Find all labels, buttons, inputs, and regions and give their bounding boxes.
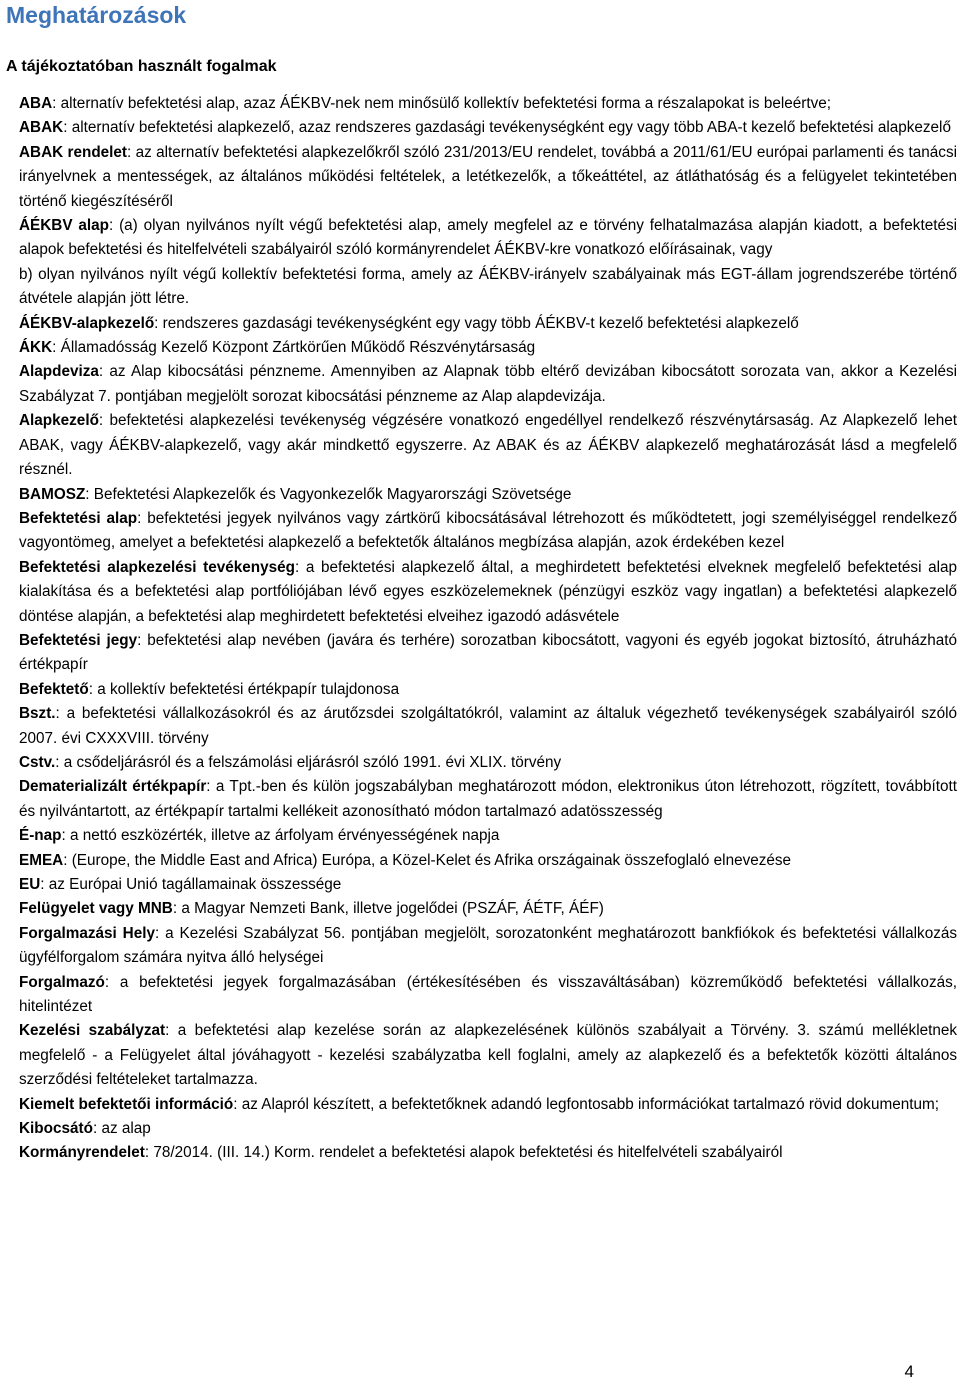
definition-item [19, 678, 957, 702]
definition-text: b) olyan nyilvános nyílt végű kollektív befektetési forma, amely az ÁÉKBV-irányelv szabályainak más EGT-állam jogrendszerébe történő átvétele alapján jött létre. [19, 265, 957, 308]
definition-separator: : [98, 363, 110, 381]
definition-term: Cstv. [19, 753, 56, 771]
definition-separator: : [165, 1022, 178, 1040]
definition-separator: : [92, 1120, 102, 1138]
definition-term: Befektetési jegy [19, 631, 138, 649]
definition-item [19, 775, 957, 824]
definition-item [19, 873, 957, 897]
definition-item [19, 116, 957, 140]
definition-term: Dematerializált értékpapír [19, 778, 207, 796]
definition-item [19, 336, 957, 360]
definition-text: a nettó eszközérték, illetve az árfolyam érvényességének napja [70, 827, 500, 845]
definition-term: Befektetési alapkezelési tevékenység [19, 558, 295, 576]
definition-term: ABAK [19, 119, 64, 137]
definition-item [19, 483, 957, 507]
definition-term: Forgalmazó [19, 973, 105, 991]
definition-item [19, 849, 957, 873]
definition-text: a Kezelési Szabályzat 56. pontjában megjelölt, sorozatonként meghatározott bankfiókok és befektetési vállalkozás ügyfélforgalom számára nyitva álló helységei [19, 924, 958, 967]
definition-item [19, 824, 957, 848]
definition-item [19, 751, 957, 775]
definition-separator: : [144, 1144, 154, 1162]
page-number: 4 [904, 1362, 914, 1381]
definition-term: Alapdeviza [19, 363, 99, 381]
definition-text: rendszeres gazdasági tevékenységként egy vagy több ÁÉKBV-t kezelő befektetési alapkezelő [162, 314, 799, 332]
definition-separator: : [294, 558, 306, 576]
definition-term: Befektető [19, 680, 89, 698]
definition-item [19, 556, 957, 629]
definition-text: a befektetési jegyek forgalmazásában (értékesítésében és visszaváltásában) közreműködő befektetési vállalkozás, hitelintézet [19, 973, 957, 1016]
definition-text: alternatív befektetési alapkezelő, azaz rendszeres gazdasági tevékenységként egy vagy több ABA-t kezelő befektetési alapkezelő [71, 119, 951, 137]
section-subtitle: A tájékoztatóban használt fogalmak [6, 58, 277, 75]
definition-text: a Tpt.-ben és külön jogszabályban meghatározott módon, elektronikus úton létrehozott, rögzített, továbbított és nyilvántartott, az értékpapír tartalmi kellékeit azonosítható módon tartalmazó adatösszesség [19, 778, 957, 820]
definition-item [19, 409, 957, 482]
definition-item [19, 629, 957, 678]
definition-text: az Alapról készített, a befektetőknek adandó legfontosabb információkat tartalmazó rövid dokumentum; [241, 1095, 939, 1113]
definition-separator: : [63, 119, 72, 137]
definition-separator: : [137, 631, 148, 649]
definition-separator: : [154, 314, 163, 332]
definition-term: BAMOSZ [19, 485, 86, 503]
definition-term: ABAK rendelet [19, 143, 128, 161]
definition-text: (a) olyan nyilvános nyílt végű befektetési alap, amely megfelel az e törvény felhatalmazása alapján kiadott, a befektetési alapok befektetési és hitelfelvételi szabályairól szóló kormányrendelet ÁÉKBV-kre vonatkozó előírásainak, vagy [19, 217, 958, 259]
definition-term: ABA [19, 95, 53, 112]
definition-item [19, 92, 957, 116]
definition-separator: : [206, 778, 216, 796]
definition-separator: : [98, 412, 110, 430]
definition-item [19, 922, 957, 971]
definition-term: Kezelési szabályzat [19, 1022, 166, 1040]
definition-separator: : [88, 680, 98, 698]
definition-separator: : [55, 705, 67, 723]
definition-separator: : [104, 973, 120, 991]
definition-term: Felügyelet vagy MNB [19, 900, 173, 918]
definition-item [19, 214, 957, 263]
definition-separator: : [85, 485, 94, 503]
definition-separator: : [61, 827, 70, 845]
definition-text: a kollektív befektetési értékpapír tulajdonosa [97, 680, 400, 698]
definition-text: a csődeljárásról és a felszámolási eljárásról szóló 1991. évi XLIX. törvény [63, 753, 562, 771]
definition-text: befektetési jegyek nyilvános vagy zártkörű kibocsátásával létrehozott és működtetett, jogi személyiséggel rendelkező vagyontömeg, amelyet a befektetési alapkezelő a befektetők általános megbízása alapján, azok érdekében kezel [19, 509, 958, 552]
definition-term: Forgalmazási Hely [19, 924, 155, 942]
definition-separator: : [108, 217, 120, 235]
page-title: Meghatározások [6, 2, 187, 28]
definition-separator: : [52, 339, 61, 357]
definition-item [19, 312, 957, 336]
definition-separator: : [40, 876, 49, 893]
definition-text: (Europe, the Middle East and Africa) Európa, a Közel-Kelet és Afrika országainak összefoglaló elnevezése [71, 851, 792, 869]
definition-term: EMEA [19, 851, 64, 869]
definition-separator: : [55, 753, 64, 771]
definition-term: Kiemelt befektetői információ [19, 1095, 234, 1113]
definition-text: a Magyar Nemzeti Bank, illetve jogelődei (PSZÁF, ÁÉTF, ÁÉF) [181, 900, 604, 918]
definition-text: alternatív befektetési alap, azaz ÁÉKBV-nek nem minősülő kollektív befektetési forma a részalapokat is beleértve; [60, 95, 831, 112]
definition-text: az alternatív befektetési alapkezelőkről szóló 231/2013/EU rendelet, továbbá a 2011/61/EU európai parlamenti és tanácsi irányelvnek a mentességek, az általános működési feltételek, a letétkezelők, a tőkeáttétel, az átláthatóság és a felügyelet tekintetében történő kiegészítéséről [19, 143, 958, 210]
definition-text: a befektetési alapkezelő által, a meghirdetett befektetési elveknek megfelelő befektetési alap kialakítása és a befektetési alap portfóliójában lévő egyes eszközelemeknek (pénzügyi eszköz vagy ingatlan) a befektetési alapkezelő döntése alapján, a befektetési alap meghirdetett befektetési elveihez igazodó adásvétele [19, 558, 957, 625]
definitions-list [19, 92, 957, 1166]
definition-term: É-nap [19, 827, 62, 845]
definition-text: az alap [101, 1120, 151, 1138]
definition-text: befektetési alapkezelési tevékenység végzésére vonatkozó engedéllyel rendelkező részvénytársaság. Az Alapkezelő lehet ABAK, vagy ÁÉKBV-alapkezelő, vagy akár mindkettő egyszerre. Az ABAK és az ÁÉKBV alapkezelő meghatározását lásd a megfelelő résznél. [19, 412, 957, 479]
definition-term: ÁÉKBV alap [19, 217, 109, 235]
definition-item [19, 507, 957, 556]
definition-separator: : [154, 924, 166, 942]
definition-text: Befektetési Alapkezelők és Vagyonkezelők Magyarországi Szövetsége [93, 485, 572, 503]
definition-term: EU [19, 876, 41, 893]
definition-separator: : [172, 900, 182, 918]
definition-text: 78/2014. (III. 14.) Korm. rendelet a befektetési alapok befektetési és hitelfelvételi szabályairól [153, 1144, 783, 1162]
definition-item [19, 141, 957, 214]
definition-text: a befektetési vállalkozásokról és az árutőzsdei szolgáltatókról, valamint az általuk végezhető tevékenységek szabályairól szóló 2007. évi CXXXVIII. törvény [19, 705, 957, 747]
definition-term: Kibocsátó [19, 1120, 93, 1138]
definition-separator: : [52, 95, 61, 112]
definition-text: befektetési alap nevében (javára és terhére) sorozatban kibocsátott, vagyoni és egyéb jogokat biztosító, átruházható értékpapír [19, 631, 958, 674]
definition-item [19, 971, 957, 1020]
definition-item [19, 1117, 957, 1141]
definition-text: Államadósság Kezelő Központ Zártkörűen Működő Részvénytársaság [60, 339, 536, 357]
definition-item [19, 1019, 957, 1092]
definition-separator: : [127, 143, 136, 161]
definition-term: Bszt. [19, 705, 56, 723]
definition-separator: : [137, 509, 148, 527]
definition-text: az Alap kibocsátási pénzneme. Amennyiben az Alapnak több eltérő devizában kibocsátott sorozata van, akkor a Kezelési Szabályzat 7. pontjában megjelölt sorozat kibocsátási pénzneme az Alap alapdevizája. [19, 363, 957, 405]
definition-item [19, 897, 957, 921]
definition-item [19, 360, 957, 409]
definition-term: Alapkezelő [19, 412, 99, 430]
definition-separator: : [63, 851, 72, 869]
definition-item [19, 263, 957, 312]
definition-term: ÁÉKBV-alapkezelő [19, 314, 155, 332]
definition-term: Befektetési alap [19, 509, 138, 527]
definition-item [19, 1141, 957, 1165]
definition-item [19, 702, 957, 751]
definition-separator: : [233, 1095, 242, 1113]
definition-text: a befektetési alap kezelése során az alapkezelésének különös szabályait a Törvény. 3. számú mellékletnek megfelelő - a Felügyelet által jóváhagyott - kezelési szabályzatba kell foglalni, amely az alapkezelő és a befektetők közötti általános szerződési feltételeket tartalmazza. [19, 1022, 958, 1089]
definition-term: Kormányrendelet [19, 1144, 145, 1162]
definition-text: az Európai Unió tagállamainak összessége [48, 876, 342, 893]
definition-item [19, 1093, 957, 1117]
definition-term: ÁKK [19, 339, 53, 357]
